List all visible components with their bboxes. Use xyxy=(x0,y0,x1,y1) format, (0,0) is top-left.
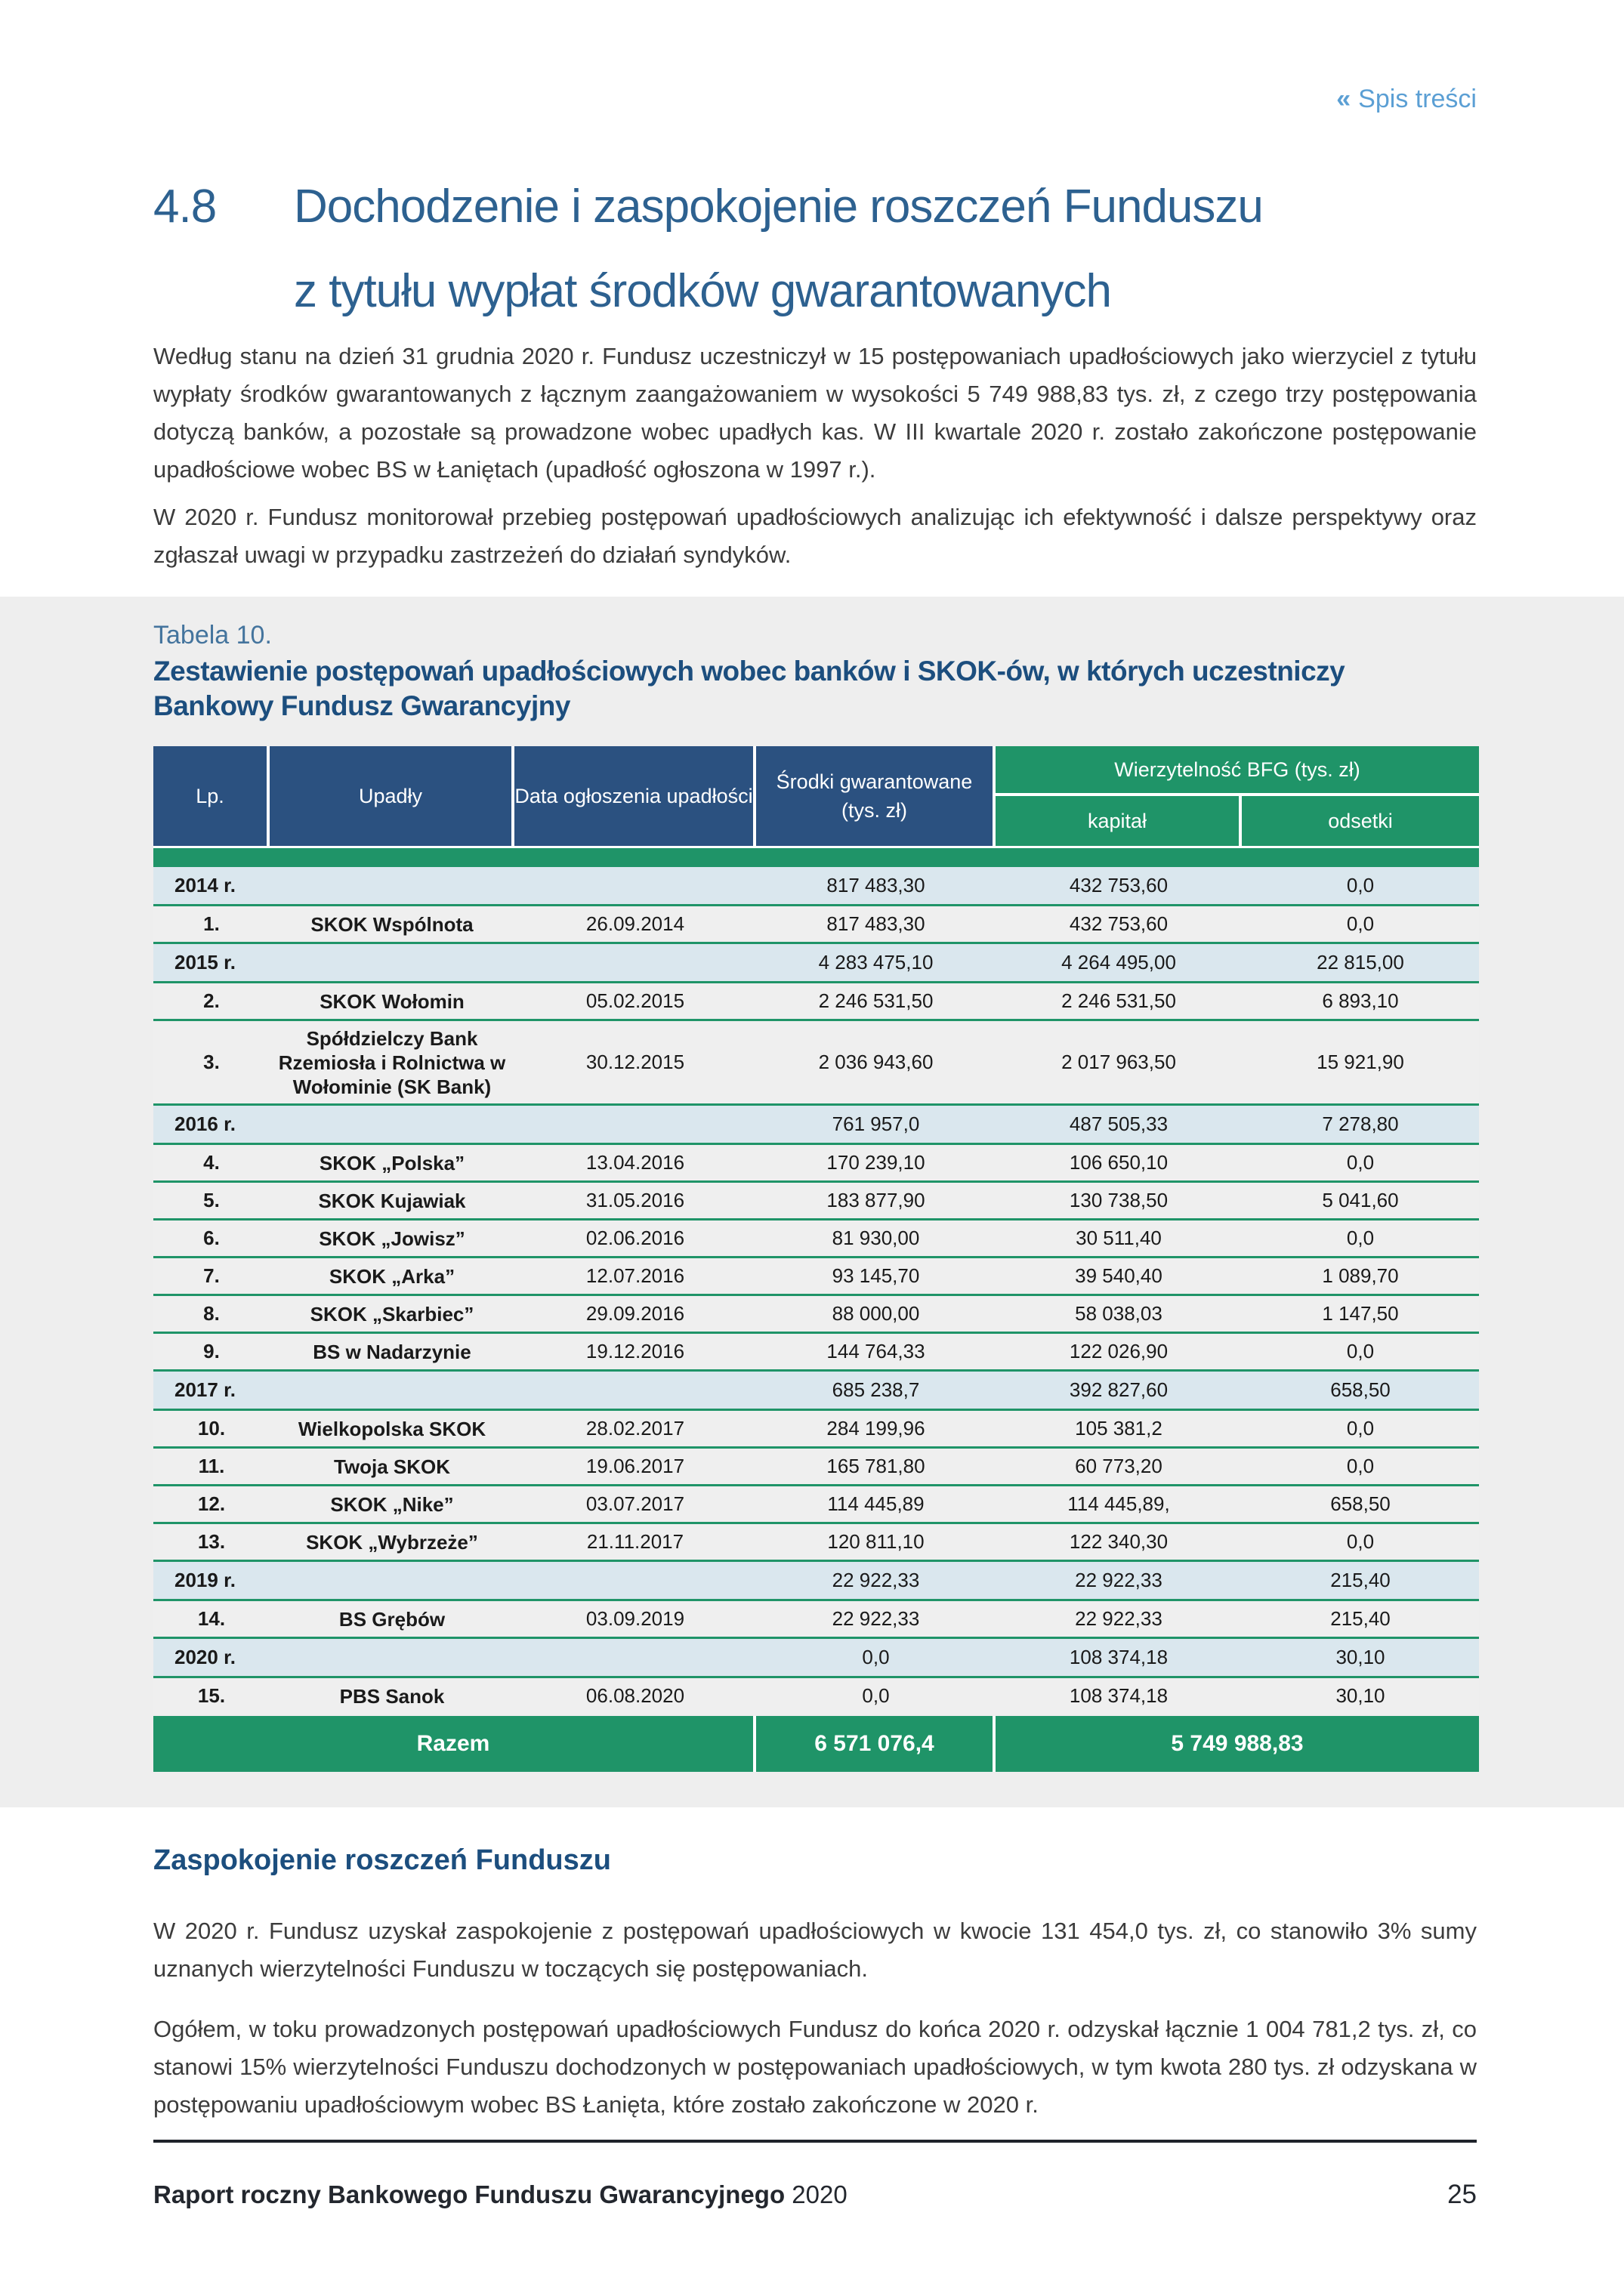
header-cell-debtor: Upadły xyxy=(270,746,514,846)
debtor-cell: SKOK „Nike” xyxy=(330,1492,454,1516)
footer xyxy=(153,2180,1477,2210)
interest-cell: 0,0 xyxy=(1346,912,1375,935)
table-year-row xyxy=(153,865,1479,904)
footer-year: 2020 xyxy=(792,2180,848,2208)
guaranteed-cell: 2 246 531,50 xyxy=(818,989,934,1012)
table-row xyxy=(153,1409,1479,1446)
header-cell-claim-group: Wierzytelność BFG (tys. zł) xyxy=(996,746,1479,796)
intro-paragraph-2: W 2020 r. Fundusz monitorował przebieg postępowań upadłościowych analizując ich efektywność i dalsze perspektywy oraz zgłaszał uwagi w przypadku zastrzeżeń do działań syndyków. xyxy=(153,504,1477,568)
bankruptcy-table xyxy=(153,746,1479,1772)
table-year-row xyxy=(153,1103,1479,1143)
principal-cell: 392 827,60 xyxy=(1069,1378,1169,1401)
table-label: Tabela 10. xyxy=(153,621,272,650)
row-number-cell: 6. xyxy=(203,1227,220,1249)
guaranteed-cell: 165 781,80 xyxy=(826,1455,925,1477)
table-row xyxy=(153,904,1479,942)
date-cell: 06.08.2020 xyxy=(585,1684,685,1707)
interest-cell: 30,10 xyxy=(1335,1684,1385,1707)
interest-cell: 6 893,10 xyxy=(1322,989,1399,1012)
principal-cell: 122 026,90 xyxy=(1069,1340,1169,1362)
guaranteed-cell: 120 811,10 xyxy=(827,1530,925,1553)
debtor-cell: Wielkopolska SKOK xyxy=(298,1417,486,1440)
interest-cell: 0,0 xyxy=(1346,1417,1375,1440)
debtor-cell: SKOK Wołomin xyxy=(320,989,465,1013)
row-number-cell: 10. xyxy=(197,1417,226,1440)
section-title-line2: z tytułu wypłat środków gwarantowanych xyxy=(294,265,1111,317)
date-cell: 13.04.2016 xyxy=(585,1151,685,1174)
header-cell-date: Data ogłoszenia upadłości xyxy=(514,746,756,846)
interest-cell: 0,0 xyxy=(1346,1151,1375,1174)
table-row xyxy=(153,1599,1479,1637)
year-label-cell: 2014 r. xyxy=(174,874,236,896)
row-number-cell: 15. xyxy=(197,1684,226,1707)
header-cell-interest: odsetki xyxy=(1242,796,1479,846)
debtor-cell: BS w Nadarzynie xyxy=(313,1340,471,1363)
table-row xyxy=(153,1522,1479,1560)
table-row xyxy=(153,1676,1479,1714)
table-row xyxy=(153,1019,1479,1103)
intro-paragraph-1: Według stanu na dzień 31 grudnia 2020 r. Fundusz uczestniczył w 15 postępowaniach upadłościowych jako wierzyciel z tytułu wypłaty środków gwarantowanych z łącznym zaangażowaniem w wysokości 5 749 988,83 tys. zł, z czego trzy postępowania dotyczą banków, a pozostałe są prowadzone wobec upadłych kas. W III kwartale 2020 r. zostało zakończone postępowanie upadłościowe wobec BS w Łaniętach (upadłość ogłoszona w 1997 r.). xyxy=(153,343,1477,483)
date-cell: 05.02.2015 xyxy=(585,989,685,1012)
header-group-claim xyxy=(996,746,1479,846)
interest-cell: 658,50 xyxy=(1330,1492,1391,1515)
year-label-cell: 2016 r. xyxy=(174,1113,236,1135)
total-claim-cell: 5 749 988,83 xyxy=(996,1716,1479,1772)
table-row xyxy=(153,1218,1479,1256)
row-number-cell: 3. xyxy=(203,1051,220,1073)
row-number-cell: 14. xyxy=(197,1607,226,1630)
debtor-cell: PBS Sanok xyxy=(339,1684,445,1708)
section-title-line1: Dochodzenie i zaspokojenie roszczeń Funduszu xyxy=(294,181,1263,233)
debtor-cell: SKOK „Skarbiec” xyxy=(310,1302,474,1325)
row-number-cell: 4. xyxy=(203,1151,220,1174)
subsection-heading: Zaspokojenie roszczeń Funduszu xyxy=(153,1844,611,1876)
interest-cell: 215,40 xyxy=(1330,1569,1391,1591)
year-label-cell: 2020 r. xyxy=(174,1646,236,1668)
guaranteed-cell: 0,0 xyxy=(862,1684,890,1707)
principal-cell: 58 038,03 xyxy=(1075,1302,1162,1325)
debtor-cell: SKOK „Wybrzeże” xyxy=(306,1530,478,1554)
principal-cell: 114 445,89, xyxy=(1067,1492,1170,1515)
table-row xyxy=(153,1484,1479,1522)
interest-cell: 215,40 xyxy=(1330,1607,1391,1630)
principal-cell: 2 246 531,50 xyxy=(1061,989,1176,1012)
guaranteed-cell: 22 922,33 xyxy=(832,1569,920,1591)
interest-cell: 15 921,90 xyxy=(1317,1051,1404,1073)
principal-cell: 30 511,40 xyxy=(1076,1227,1162,1249)
total-guaranteed-cell: 6 571 076,4 xyxy=(756,1716,996,1772)
header-cell-principal: kapitał xyxy=(996,796,1242,846)
principal-cell: 432 753,60 xyxy=(1069,912,1169,935)
table-year-row xyxy=(153,1369,1479,1409)
principal-cell: 432 753,60 xyxy=(1069,874,1169,896)
guaranteed-cell: 170 239,10 xyxy=(826,1151,925,1174)
table-row xyxy=(153,1180,1479,1218)
table-row xyxy=(153,1256,1479,1294)
year-label-cell: 2015 r. xyxy=(174,951,236,974)
date-cell: 29.09.2016 xyxy=(585,1302,685,1325)
row-number-cell: 2. xyxy=(203,989,220,1012)
guaranteed-cell: 817 483,30 xyxy=(826,874,925,896)
row-number-cell: 9. xyxy=(203,1340,220,1362)
date-cell: 19.12.2016 xyxy=(585,1340,685,1362)
interest-cell: 0,0 xyxy=(1346,874,1375,896)
principal-cell: 2 017 963,50 xyxy=(1061,1051,1176,1073)
guaranteed-cell: 4 283 475,10 xyxy=(818,951,934,974)
guaranteed-cell: 114 445,89 xyxy=(827,1492,925,1515)
interest-cell: 658,50 xyxy=(1330,1378,1391,1401)
guaranteed-cell: 761 957,0 xyxy=(832,1113,920,1135)
principal-cell: 106 650,10 xyxy=(1069,1151,1169,1174)
subsection-paragraph-1: W 2020 r. Fundusz uzyskał zaspokojenie z postępowań upadłościowych w kwocie 131 454,0 tys. zł, co stanowiło 3% sumy uznanych wierzytelności Funduszu w toczących się postępowaniach. xyxy=(153,1918,1477,1982)
row-number-cell: 5. xyxy=(203,1189,220,1211)
principal-cell: 122 340,30 xyxy=(1069,1530,1169,1553)
toc-link-label: Spis treści xyxy=(1358,85,1477,113)
interest-cell: 0,0 xyxy=(1346,1530,1375,1553)
debtor-cell: Twoja SKOK xyxy=(333,1455,451,1478)
guaranteed-cell: 88 000,00 xyxy=(832,1302,920,1325)
debtor-cell: Spółdzielczy Bank Rzemiosła i Rolnictwa w Wołominie (SK Bank) xyxy=(278,1026,506,1098)
interest-cell: 22 815,00 xyxy=(1317,951,1404,974)
debtor-cell: SKOK Kujawiak xyxy=(318,1189,466,1212)
guaranteed-cell: 81 930,00 xyxy=(832,1227,920,1249)
principal-cell: 39 540,40 xyxy=(1075,1264,1162,1287)
year-label-cell: 2019 r. xyxy=(174,1569,236,1591)
date-cell: 26.09.2014 xyxy=(585,912,685,935)
table-year-row xyxy=(153,1560,1479,1599)
date-cell: 12.07.2016 xyxy=(585,1264,685,1287)
principal-cell: 487 505,33 xyxy=(1069,1113,1169,1135)
interest-cell: 30,10 xyxy=(1335,1646,1385,1668)
subsection-paragraph-2: Ogółem, w toku prowadzonych postępowań upadłościowych Fundusz do końca 2020 r. odzyskał łącznie 1 004 781,2 tys. zł, co stanowi 15% wierzytelności Funduszu dochodzonych w postępowaniach upadłościowych, w tym kwota 280 tys. zł odzyskana w postępowaniu upadłościowym wobec BS Łanięta, które zostało zakończone w 2020 r. xyxy=(153,2016,1477,2118)
footer-title-bold: Raport roczny Bankowego Funduszu Gwarancyjnego xyxy=(153,2180,786,2208)
table-row xyxy=(153,1294,1479,1332)
table-year-row xyxy=(153,942,1479,981)
table-row xyxy=(153,981,1479,1019)
principal-cell: 60 773,20 xyxy=(1075,1455,1162,1477)
date-cell: 30.12.2015 xyxy=(585,1051,685,1073)
date-cell: 03.07.2017 xyxy=(585,1492,685,1515)
principal-cell: 130 738,50 xyxy=(1069,1189,1169,1211)
header-cell-guaranteed: Środki gwarantowane (tys. zł) xyxy=(756,746,996,846)
year-label-cell: 2017 r. xyxy=(174,1378,236,1401)
guaranteed-cell: 284 199,96 xyxy=(826,1417,925,1440)
principal-cell: 22 922,33 xyxy=(1075,1569,1162,1591)
date-cell: 21.11.2017 xyxy=(586,1530,684,1553)
table-row xyxy=(153,1332,1479,1369)
interest-cell: 7 278,80 xyxy=(1322,1113,1399,1135)
page-title xyxy=(153,165,1263,334)
header-cell-lp: Lp. xyxy=(153,746,270,846)
debtor-cell: SKOK „Arka” xyxy=(329,1264,455,1288)
table-row xyxy=(153,1446,1479,1484)
interest-cell: 0,0 xyxy=(1346,1455,1375,1477)
row-number-cell: 1. xyxy=(203,912,220,935)
footer-rule xyxy=(153,2140,1477,2143)
interest-cell: 5 041,60 xyxy=(1322,1189,1399,1211)
principal-cell: 108 374,18 xyxy=(1069,1646,1169,1668)
debtor-cell: BS Grębów xyxy=(338,1607,446,1631)
debtor-cell: SKOK „Polska” xyxy=(319,1151,465,1174)
interest-cell: 0,0 xyxy=(1346,1227,1375,1249)
guaranteed-cell: 0,0 xyxy=(862,1646,890,1668)
guaranteed-cell: 817 483,30 xyxy=(826,912,925,935)
row-number-cell: 13. xyxy=(197,1530,226,1553)
debtor-cell: SKOK „Jowisz” xyxy=(319,1227,465,1250)
row-number-cell: 12. xyxy=(197,1492,226,1515)
row-number-cell: 8. xyxy=(203,1302,220,1325)
interest-cell: 1 089,70 xyxy=(1322,1264,1399,1287)
date-cell: 31.05.2016 xyxy=(585,1189,685,1211)
table-header-row xyxy=(153,746,1479,846)
principal-cell: 22 922,33 xyxy=(1075,1607,1162,1630)
guaranteed-cell: 22 922,33 xyxy=(832,1607,920,1630)
page-number: 25 xyxy=(1447,2180,1477,2209)
date-cell: 19.06.2017 xyxy=(585,1455,685,1477)
section-number: 4.8 xyxy=(153,181,217,233)
guaranteed-cell: 685 238,7 xyxy=(832,1378,920,1401)
footer-title xyxy=(153,2180,848,2209)
debtor-cell: SKOK Wspólnota xyxy=(310,912,474,936)
header-divider-band xyxy=(153,846,1479,865)
interest-cell: 0,0 xyxy=(1346,1340,1375,1362)
guaranteed-cell: 2 036 943,60 xyxy=(818,1051,934,1073)
section-title xyxy=(294,165,1263,334)
date-cell: 03.09.2019 xyxy=(585,1607,685,1630)
principal-cell: 105 381,2 xyxy=(1075,1417,1162,1440)
table-row xyxy=(153,1143,1479,1180)
guaranteed-cell: 144 764,33 xyxy=(826,1340,925,1362)
date-cell: 02.06.2016 xyxy=(585,1227,685,1249)
guaranteed-cell: 183 877,90 xyxy=(826,1189,925,1211)
double-chevron-left-icon: « xyxy=(1336,85,1351,113)
table-total-row xyxy=(153,1716,1479,1772)
principal-cell: 108 374,18 xyxy=(1069,1684,1169,1707)
date-cell: 28.02.2017 xyxy=(585,1417,685,1440)
table-title: Zestawienie postępowań upadłościowych wobec banków i SKOK-ów, w których uczestniczy Bankowy Fundusz Gwarancyjny xyxy=(153,656,1345,721)
row-number-cell: 7. xyxy=(203,1264,220,1287)
interest-cell: 1 147,50 xyxy=(1322,1302,1399,1325)
guaranteed-cell: 93 145,70 xyxy=(832,1264,920,1287)
row-number-cell: 11. xyxy=(198,1455,225,1477)
toc-link[interactable] xyxy=(1336,85,1477,114)
principal-cell: 4 264 495,00 xyxy=(1061,951,1176,974)
total-label-cell: Razem xyxy=(153,1716,756,1772)
table-year-row xyxy=(153,1637,1479,1676)
